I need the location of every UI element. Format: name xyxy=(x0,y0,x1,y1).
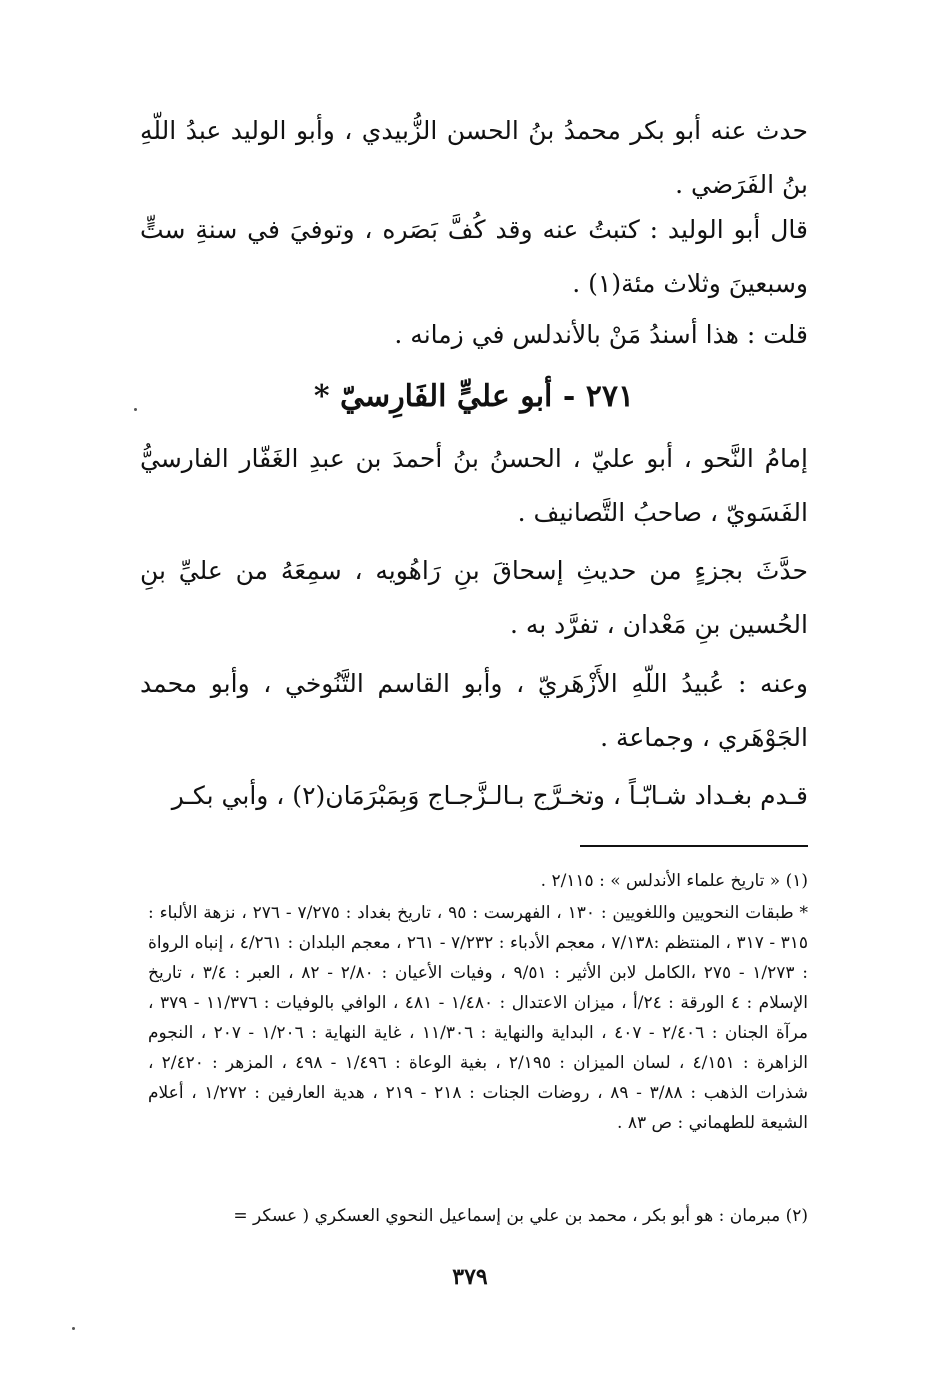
paragraph-baghdad: قـدم بغـداد شـابّـاً ، وتخـرَّج بـالـزَّجـاج وَبِمَبْرَمَان(٢) ، وأبي بكـر xyxy=(171,781,808,810)
paragraph-name: إمامُ النَّحو ، أبو عليّ ، الحسنُ بنُ أحمدَ بن عبدِ الغَفّار الفارسيُّ الفَسَويّ ، صاحبُ التَّصانيف . xyxy=(140,444,808,527)
footnote-2: (٢) مبرمان : هو أبو بكر ، محمد بن علي بن إسماعيل النحوي العسكري ( عسكر = xyxy=(233,1206,808,1226)
scan-speck xyxy=(72,1327,75,1330)
paragraph-death-date: قال أبو الوليد : كتبتُ عنه وقد كُفَّ بَصَره ، وتوفيَ في سنةِ ستٍّ وسبعينَ وثلاث مئة(١) . xyxy=(140,215,808,298)
paragraph-remark: قلت : هذا أسندُ مَنْ بالأندلس في زمانه . xyxy=(394,320,808,349)
footnote-1: (١) « تاريخ علماء الأندلس » : ٢/١١٥ . xyxy=(540,871,808,891)
entry-heading: ٢٧١ - أبو عليٍّ الفَارِسيّ * xyxy=(313,379,635,414)
footnote-sources: * طبقات النحويين واللغويين : ١٣٠ ، الفهرست : ٩٥ ، تاريخ بغداد : ٧/٢٧٥ - ٢٧٦ ، نزهة الألباء : ٣١٥ - ٣١٧ ، المنتظم :٧/١٣٨ ، معجم الأدباء : ٧/٢٣٢ - ٢٦١ ، معجم البلدان : ٤/٢٦١ ، إنباه الرواة : ١/٢٧٣ - ٢٧٥ ،الكامل لابن الأثير : ٩/٥١ ، وفيات الأعيان : ٢/٨٠ - ٨٢ ، العبر : ٣/٤ ، تاريخ الإسلام : ٤ الورقة : ٢٤/أ ، ميزان الاعتدال : ١/٤٨٠ - ٤٨١ ، الوافي بالوفيات : ١١/٣٧٦ - ٣٧٩ ، مرآة الجنان : ٢/٤٠٦ - ٤٠٧ ، البداية والنهاية : ١١/٣٠٦ ، غاية النهاية : ١/٢٠٦ - ٢٠٧ ، النجوم الزاهرة : ٤/١٥١ ، لسان الميزان : ٢/١٩٥ ، بغية الوعاة : ١/٤٩٦ - ٤٩٨ ، المزهر : ٢/٤٢٠ ، شذرات الذهب : ٣/٨٨ - ٨٩ ، روضات الجنات : ٢١٨ - ٢١٩ ، هدية العارفين : ١/٢٧٢ ، أعلام الشيعة للطهماني : ص ٨٣ . xyxy=(148,903,809,1133)
paragraph-hadith: حدَّثَ بجزءٍ من حديثِ إسحاقَ بنِ رَاهُويه ، سمِعَهُ من عليِّ بنِ الحُسين بنِ مَعْدان ، تفرَّد به . xyxy=(140,556,808,639)
scan-speck xyxy=(134,408,137,411)
paragraph-narrators: حدث عنه أبو بكر محمدُ بنُ الحسن الزُّبيدي ، وأبو الوليد عبدُ اللّهِ بنُ الفَرَضي . xyxy=(140,116,808,199)
paragraph-students: وعنه : عُبيدُ اللّهِ الأَزْهَريّ ، وأبو القاسم التَّنُوخي ، وأبو محمد الجَوْهَري ، وجماعة . xyxy=(140,669,808,752)
footnote-divider xyxy=(580,845,808,847)
page-number: ٣٧٩ xyxy=(452,1264,488,1290)
